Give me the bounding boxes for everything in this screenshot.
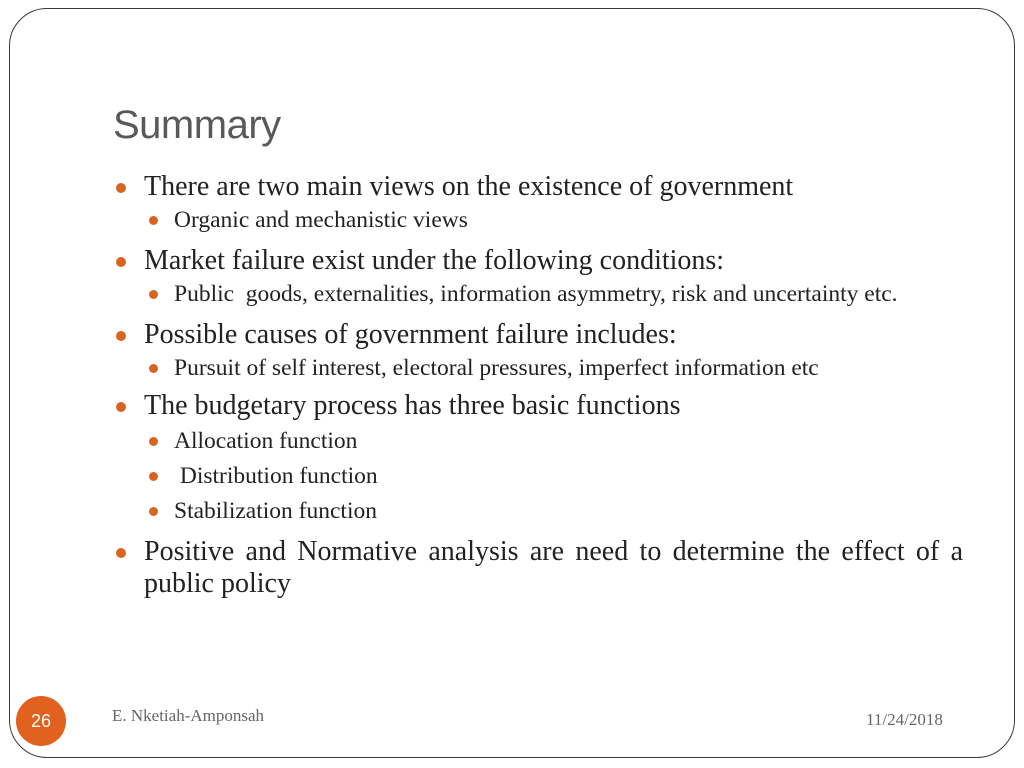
footer-date: 11/24/2018 (866, 710, 943, 729)
sub-bullet-item: Distribution function (113, 462, 963, 491)
bullet-item: Possible causes of government failure includes: (113, 319, 963, 351)
footer-author: E. Nketiah-Amponsah (112, 706, 265, 725)
bullet-item: Positive and Normative analysis are need to determine the effect of a public policy (113, 536, 963, 600)
slide-title: Summary (113, 103, 281, 147)
slide-number-badge: 26 (16, 696, 66, 746)
bullet-item: Market failure exist under the following conditions: (113, 245, 963, 277)
bullet-list (113, 163, 963, 600)
bullet-item: There are two main views on the existence of government (113, 171, 963, 203)
sub-bullet-item: Organic and mechanistic views (113, 206, 963, 235)
sub-bullet-item: Stabilization function (113, 497, 963, 526)
sub-bullet-item: Public goods, externalities, information asymmetry, risk and uncertainty etc. (113, 280, 963, 309)
sub-bullet-item: Pursuit of self interest, electoral pressures, imperfect information etc (113, 354, 963, 383)
sub-bullet-item: Allocation function (113, 427, 963, 456)
bullet-item: The budgetary process has three basic functions (113, 390, 963, 422)
